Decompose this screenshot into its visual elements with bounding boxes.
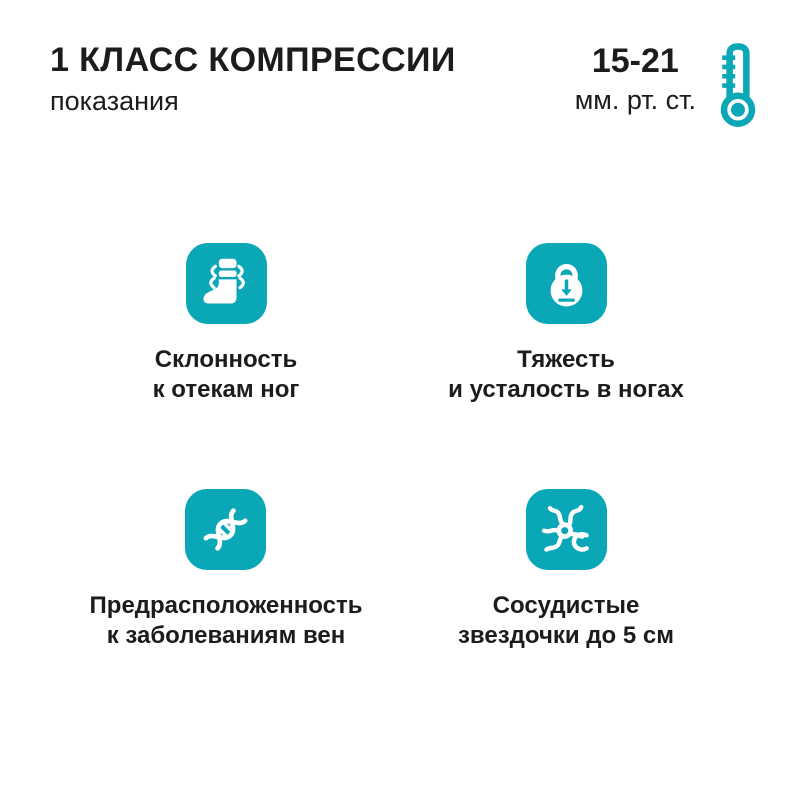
pressure-text bbox=[575, 40, 696, 116]
page-subtitle: показания bbox=[50, 86, 179, 116]
thermometer-icon bbox=[710, 40, 766, 133]
pressure-value: 15-21 bbox=[591, 42, 679, 80]
indications-grid bbox=[56, 243, 736, 651]
indication-item-heaviness bbox=[448, 243, 684, 405]
spider-veins-icon bbox=[526, 489, 607, 570]
indication-item-spider-veins bbox=[458, 489, 674, 651]
indication-label: Сосудистые звездочки до 5 см bbox=[458, 592, 674, 649]
dna-icon bbox=[185, 489, 266, 570]
weight-heaviness-icon bbox=[526, 243, 607, 324]
ankle-compression-icon bbox=[186, 243, 267, 324]
pressure-unit: мм. рт. ст. bbox=[574, 85, 696, 115]
indication-item-ankle-swelling bbox=[153, 243, 300, 405]
indication-label: Предрасположенность к заболеваниям вен bbox=[89, 592, 363, 649]
indication-item-vein-predisposition bbox=[90, 489, 363, 651]
title-block bbox=[50, 40, 456, 117]
page-title: 1 КЛАСС КОМПРЕССИИ bbox=[50, 41, 456, 79]
indication-label: Склонность к отекам ног bbox=[152, 346, 300, 403]
header bbox=[0, 0, 800, 133]
pressure-block bbox=[575, 40, 766, 133]
indication-label: Тяжесть и усталость в ногах bbox=[448, 346, 684, 403]
